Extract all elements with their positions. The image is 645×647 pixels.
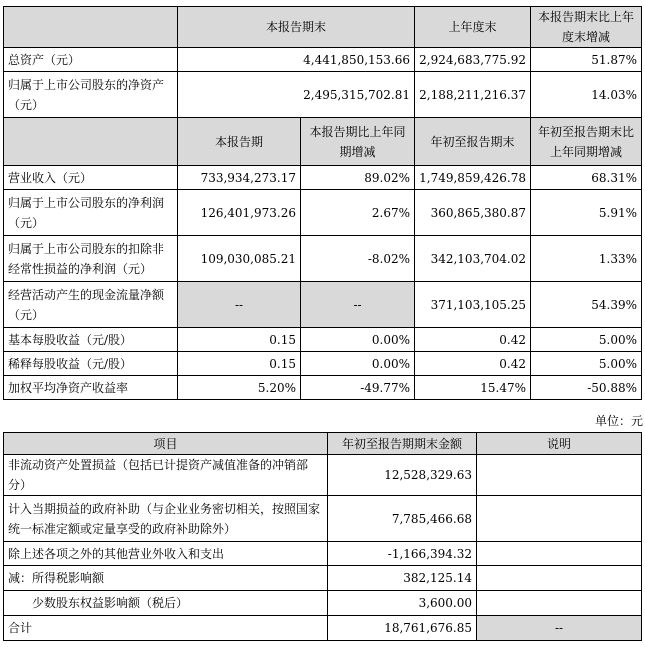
row-label: 总资产（元） <box>4 48 178 72</box>
cell-value: 2,924,683,775.92 <box>415 48 531 72</box>
header-item: 项目 <box>4 433 328 455</box>
table-row <box>4 352 642 376</box>
cell-value: 5.00% <box>531 328 642 352</box>
cell-value: 0.42 <box>415 328 531 352</box>
header-prior-year-end: 上年度末 <box>415 7 531 48</box>
cell-value: -- <box>178 282 301 328</box>
cell-value: 109,030,085.21 <box>178 236 301 282</box>
cell-value: 1,749,859,426.78 <box>415 166 531 190</box>
cell-value: 68.31% <box>531 166 642 190</box>
table-row <box>4 48 642 72</box>
cell-value: 360,865,380.87 <box>415 190 531 236</box>
header-yoy-change: 本报告期比上年同期增减 <box>301 118 415 166</box>
cell-value: 4,441,850,153.66 <box>178 48 415 72</box>
cell-amount: -1,166,394.32 <box>328 542 477 566</box>
cell-value: 54.39% <box>531 282 642 328</box>
row-label: 归属于上市公司股东的净利润（元） <box>4 190 178 236</box>
cell-amount: 382,125.14 <box>328 566 477 591</box>
cell-value: 126,401,973.26 <box>178 190 301 236</box>
row-label: 经营活动产生的现金流量净额（元） <box>4 282 178 328</box>
row-label: 除上述各项之外的其他营业外收入和支出 <box>4 542 328 566</box>
row-label: 减：所得税影响额 <box>4 566 328 591</box>
cell-note <box>477 542 642 566</box>
cell-note <box>477 496 642 542</box>
cell-value: 0.42 <box>415 352 531 376</box>
cell-value: 2.67% <box>301 190 415 236</box>
table-row <box>4 328 642 352</box>
row-label: 营业收入（元） <box>4 166 178 190</box>
cell-value: 342,103,704.02 <box>415 236 531 282</box>
cell-amount: 18,761,676.85 <box>328 616 477 641</box>
cell-value: 733,934,273.17 <box>178 166 301 190</box>
table-row <box>4 282 642 328</box>
header-current-period: 本报告期 <box>178 118 301 166</box>
row-label: 加权平均净资产收益率 <box>4 376 178 400</box>
cell-note: -- <box>477 616 642 641</box>
cell-value: 1.33% <box>531 236 642 282</box>
cell-value: 5.00% <box>531 352 642 376</box>
cell-note <box>477 455 642 496</box>
table-row <box>4 166 642 190</box>
cell-value: -49.77% <box>301 376 415 400</box>
financial-data-table <box>3 6 642 400</box>
table-row <box>4 190 642 236</box>
header-change-vs-prior-year: 本报告期末比上年度末增减 <box>531 7 642 48</box>
cell-value: -- <box>301 282 415 328</box>
header-amount: 年初至报告期期末金额 <box>328 433 477 455</box>
row-label: 非流动资产处置损益（包括已计提资产减值准备的冲销部分） <box>4 455 328 496</box>
cell-value: 15.47% <box>415 376 531 400</box>
table-row <box>4 591 642 616</box>
table-row <box>4 542 642 566</box>
cell-amount: 3,600.00 <box>328 591 477 616</box>
row-label: 合计 <box>4 616 328 641</box>
table-row <box>4 376 642 400</box>
row-label: 归属于上市公司股东的净资产（元） <box>4 72 178 118</box>
table-row <box>4 236 642 282</box>
cell-value: -8.02% <box>301 236 415 282</box>
row-label: 归属于上市公司股东的扣除非经常性损益的净利润（元） <box>4 236 178 282</box>
cell-value: 14.03% <box>531 72 642 118</box>
cell-value: 371,103,105.25 <box>415 282 531 328</box>
row-label: 基本每股收益（元/股） <box>4 328 178 352</box>
cell-value: -50.88% <box>531 376 642 400</box>
cell-note <box>477 566 642 591</box>
cell-value: 5.20% <box>178 376 301 400</box>
cell-value: 0.00% <box>301 352 415 376</box>
row-label: 少数股东权益影响额（税后） <box>4 591 328 616</box>
table-row <box>4 496 642 542</box>
cell-value: 51.87% <box>531 48 642 72</box>
cell-value: 2,495,315,702.81 <box>178 72 415 118</box>
cell-note <box>477 591 642 616</box>
header-note: 说明 <box>477 433 642 455</box>
cell-amount: 7,785,466.68 <box>328 496 477 542</box>
row-label: 计入当期损益的政府补助（与企业业务密切相关，按照国家统一标准定额或定量享受的政府补助除外） <box>4 496 328 542</box>
cell-value: 5.91% <box>531 190 642 236</box>
table-row <box>4 566 642 591</box>
cell-value: 89.02% <box>301 166 415 190</box>
cell-value: 0.00% <box>301 328 415 352</box>
cell-amount: 12,528,329.63 <box>328 455 477 496</box>
cell-value: 0.15 <box>178 352 301 376</box>
table-row <box>4 72 642 118</box>
cell-value: 2,188,211,216.37 <box>415 72 531 118</box>
corner-cell <box>4 118 178 166</box>
table-row <box>4 616 642 641</box>
header-ytd: 年初至报告期末 <box>415 118 531 166</box>
corner-cell <box>4 7 178 48</box>
row-label: 稀释每股收益（元/股） <box>4 352 178 376</box>
header-period-end: 本报告期末 <box>178 7 415 48</box>
cell-value: 0.15 <box>178 328 301 352</box>
unit-label: 单位：元 <box>594 414 643 428</box>
table-row <box>4 455 642 496</box>
header-ytd-yoy-change: 年初至报告期末比上年同期增减 <box>531 118 642 166</box>
non-recurring-items-table <box>3 432 642 641</box>
